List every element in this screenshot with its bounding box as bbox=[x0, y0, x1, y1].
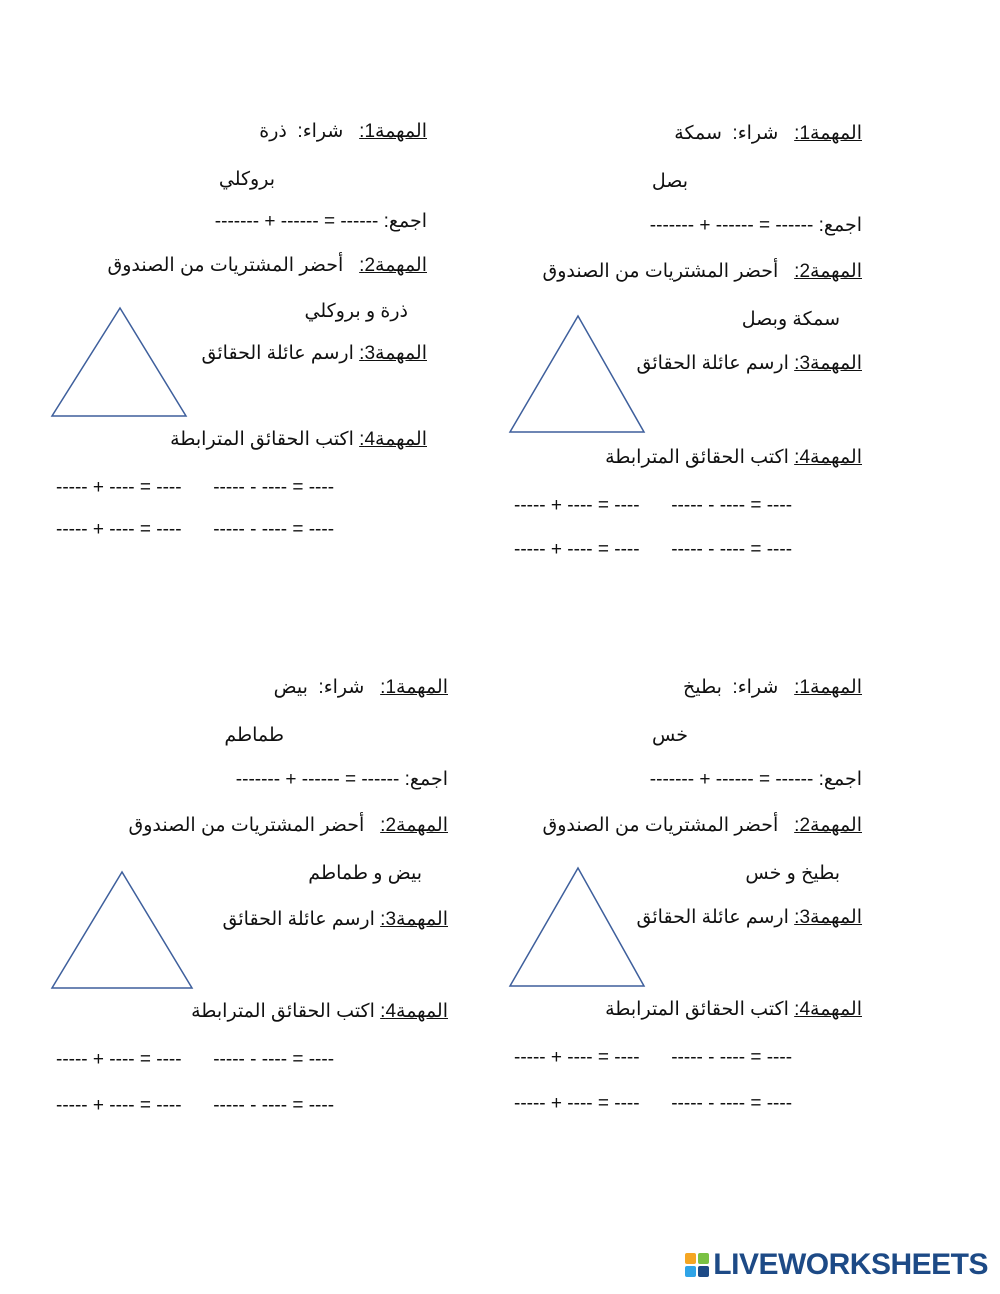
task4-text: اكتب الحقائق المترابطة bbox=[170, 429, 360, 450]
task4-text: اكتب الحقائق المترابطة bbox=[605, 999, 795, 1020]
items-pair: بطيخ و خس bbox=[745, 863, 840, 884]
task1-text: شراء: بيض bbox=[273, 677, 381, 698]
fact-family-triangle bbox=[50, 304, 190, 420]
liveworksheets-mark-icon bbox=[685, 1253, 709, 1277]
task4-label: المهمة4: bbox=[359, 429, 427, 450]
item2: خس bbox=[652, 725, 688, 746]
task2-label: المهمة2: bbox=[380, 815, 448, 836]
task3-label: المهمة3: bbox=[359, 343, 427, 364]
task-card-bayd bbox=[20, 664, 470, 1184]
task3-line bbox=[223, 908, 448, 932]
task2-label: المهمة2: bbox=[794, 261, 862, 282]
liveworksheets-logo bbox=[685, 1250, 988, 1280]
equation-line-1[interactable]: ----- + ---- = ---- ----- - ---- = ---- bbox=[56, 1049, 335, 1070]
fact-family-triangle bbox=[508, 864, 648, 990]
task4-line bbox=[605, 446, 862, 470]
task1-label: المهمة1: bbox=[380, 677, 448, 698]
task1-label: المهمة1: bbox=[794, 677, 862, 698]
task1-text: شراء: ذرة bbox=[259, 121, 360, 142]
logo-square-lightblue bbox=[685, 1266, 696, 1277]
logo-square-orange bbox=[685, 1253, 696, 1264]
sum-line: اجمع: ------ = ------ + ------- bbox=[649, 215, 862, 236]
item2: بصل bbox=[651, 171, 688, 192]
task1-line bbox=[274, 676, 448, 700]
task4-text: اكتب الحقائق المترابطة bbox=[605, 447, 795, 468]
task3-text: ارسم عائلة الحقائق bbox=[222, 909, 381, 930]
task4-label: المهمة4: bbox=[794, 447, 862, 468]
task-card-samaka bbox=[470, 110, 920, 630]
fact-family-triangle bbox=[508, 312, 648, 436]
task3-text: ارسم عائلة الحقائق bbox=[636, 353, 795, 374]
task2-line bbox=[129, 814, 449, 838]
logo-square-darkblue bbox=[698, 1266, 709, 1277]
task3-label: المهمة3: bbox=[794, 353, 862, 374]
logo-square-green bbox=[698, 1253, 709, 1264]
sum-line: اجمع: ------ = ------ + ------- bbox=[235, 769, 448, 790]
equation-line-1[interactable]: ----- + ---- = ---- ----- - ---- = ---- bbox=[56, 477, 335, 498]
task3-text: ارسم عائلة الحقائق bbox=[636, 907, 795, 928]
task2-label: المهمة2: bbox=[359, 255, 427, 276]
task4-line bbox=[170, 428, 427, 452]
equation-line-1[interactable]: ----- + ---- = ---- ----- - ---- = ---- bbox=[514, 1047, 793, 1068]
task2-text: أحضر المشتريات من الصندوق bbox=[107, 255, 360, 276]
equation-line-2[interactable]: ----- + ---- = ---- ----- - ---- = ---- bbox=[56, 1095, 335, 1116]
task4-line bbox=[605, 998, 862, 1022]
task2-line bbox=[543, 260, 863, 284]
items-pair: سمكة وبصل bbox=[741, 309, 840, 330]
equation-line-1[interactable]: ----- + ---- = ---- ----- - ---- = ---- bbox=[514, 495, 793, 516]
task3-label: المهمة3: bbox=[380, 909, 448, 930]
task1-line bbox=[683, 676, 862, 700]
task3-line bbox=[202, 342, 427, 366]
task3-line bbox=[637, 352, 862, 376]
task4-label: المهمة4: bbox=[380, 1001, 448, 1022]
task1-text: شراء: سمكة bbox=[674, 123, 795, 144]
sum-line: اجمع: ------ = ------ + ------- bbox=[649, 769, 862, 790]
task4-label: المهمة4: bbox=[794, 999, 862, 1020]
task3-line bbox=[637, 906, 862, 930]
fact-family-triangle bbox=[50, 868, 196, 992]
task2-label: المهمة2: bbox=[794, 815, 862, 836]
item2: طماطم bbox=[224, 725, 284, 746]
task3-text: ارسم عائلة الحقائق bbox=[201, 343, 360, 364]
task4-line bbox=[191, 1000, 448, 1024]
equation-line-2[interactable]: ----- + ---- = ---- ----- - ---- = ---- bbox=[514, 539, 793, 560]
task2-line bbox=[108, 254, 428, 278]
task1-line bbox=[259, 120, 427, 144]
task2-line bbox=[543, 814, 863, 838]
items-pair: بيض و طماطم bbox=[308, 863, 422, 884]
task1-text: شراء: بطيخ bbox=[682, 677, 795, 698]
task1-label: المهمة1: bbox=[359, 121, 427, 142]
task3-label: المهمة3: bbox=[794, 907, 862, 928]
task4-text: اكتب الحقائق المترابطة bbox=[191, 1001, 381, 1022]
logo-text: LIVEWORKSHEETS bbox=[713, 1248, 988, 1281]
task-card-thura bbox=[20, 110, 470, 630]
task-card-bateekh bbox=[470, 664, 920, 1184]
sum-line: اجمع: ------ = ------ + ------- bbox=[214, 211, 427, 232]
equation-line-2[interactable]: ----- + ---- = ---- ----- - ---- = ---- bbox=[514, 1093, 793, 1114]
task1-label: المهمة1: bbox=[794, 123, 862, 144]
equation-line-2[interactable]: ----- + ---- = ---- ----- - ---- = ---- bbox=[56, 519, 335, 540]
task2-text: أحضر المشتريات من الصندوق bbox=[542, 815, 795, 836]
item2: بروكلي bbox=[218, 169, 275, 190]
items-pair: ذرة و بروكلي bbox=[304, 301, 408, 322]
task1-line bbox=[674, 122, 862, 146]
task2-text: أحضر المشتريات من الصندوق bbox=[542, 261, 795, 282]
task2-text: أحضر المشتريات من الصندوق bbox=[128, 815, 381, 836]
